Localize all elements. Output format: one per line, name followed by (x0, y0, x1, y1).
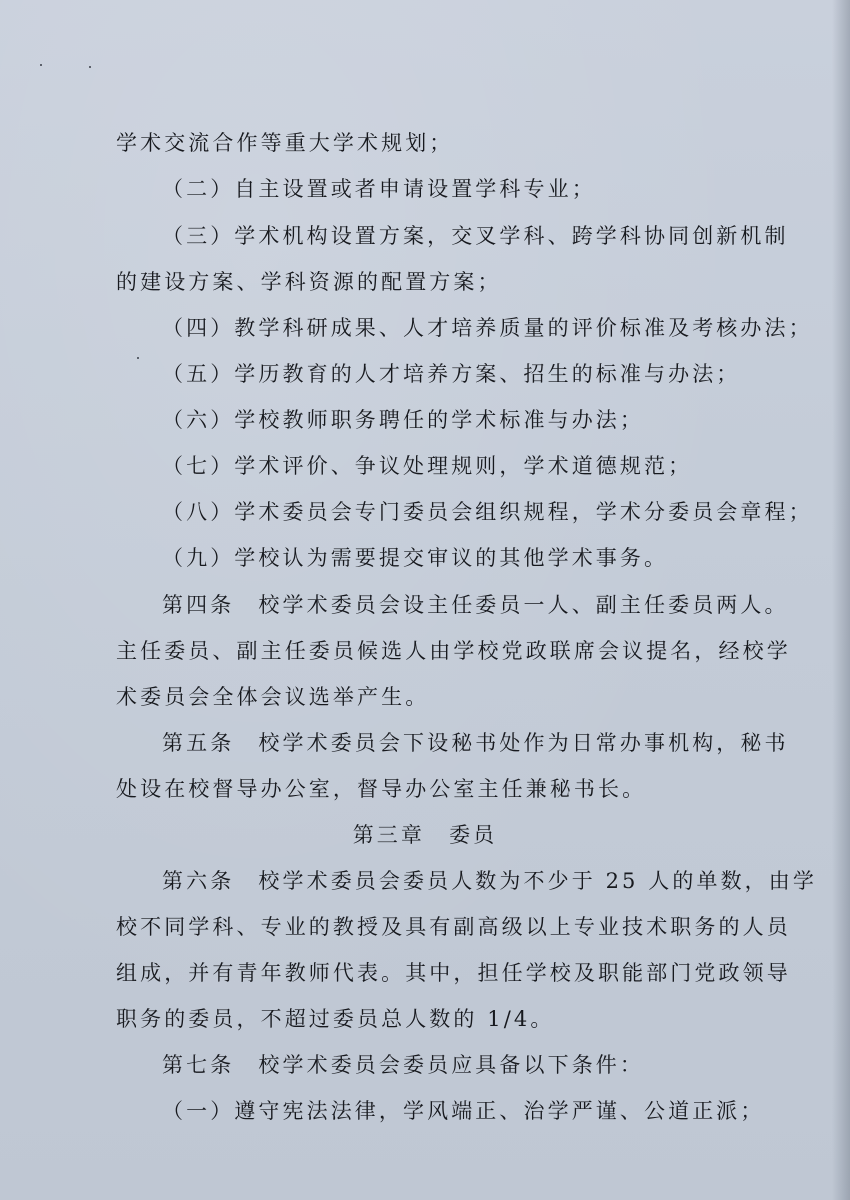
text-line: （九）学校认为需要提交审议的其他学术事务。 (162, 546, 669, 570)
paper-speck (89, 66, 91, 68)
text-line: （三）学术机构设置方案，交叉学科、跨学科协同创新机制 (162, 224, 789, 248)
text-line: 的建设方案、学科资源的配置方案； (116, 270, 502, 294)
chapter-heading: 第三章 委员 (352, 823, 498, 847)
text-line: （二）自主设置或者申请设置学科专业； (162, 177, 596, 201)
article-6: 第六条 校学术委员会委员人数为不少于 25 人的单数，由学 (162, 869, 817, 893)
text-line: （五）学历教育的人才培养方案、招生的标准与办法； (162, 362, 741, 386)
text-line: 校不同学科、专业的教授及具有副高级以上专业技术职务的人员 (116, 915, 791, 939)
text-line: 职务的委员，不超过委员总人数的 1/4。 (116, 1007, 555, 1031)
text-line: 组成，并有青年教师代表。其中，担任学校及职能部门党政领导 (116, 961, 791, 985)
paper-speck (40, 64, 42, 66)
article-5: 第五条 校学术委员会下设秘书处作为日常办事机构，秘书 (162, 731, 789, 755)
text-line: 学术交流合作等重大学术规划； (116, 131, 454, 155)
paper-speck (137, 357, 139, 359)
text-line: （七）学术评价、争议处理规则，学术道德规范； (162, 454, 693, 478)
article-7: 第七条 校学术委员会委员应具备以下条件： (162, 1053, 644, 1077)
text-line: 处设在校督导办公室，督导办公室主任兼秘书长。 (116, 777, 647, 801)
text-line: 术委员会全体会议选举产生。 (116, 685, 430, 709)
article-4: 第四条 校学术委员会设主任委员一人、副主任委员两人。 (162, 593, 789, 617)
text-line: （四）教学科研成果、人才培养质量的评价标准及考核办法； (162, 316, 813, 340)
text-line: 主任委员、副主任委员候选人由学校党政联席会议提名，经校学 (116, 639, 791, 663)
text-line: （八）学术委员会专门委员会组织规程，学术分委员会章程； (162, 500, 813, 524)
text-line: （一）遵守宪法法律，学风端正、治学严谨、公道正派； (162, 1099, 765, 1123)
text-line: （六）学校教师职务聘任的学术标准与办法； (162, 408, 644, 432)
